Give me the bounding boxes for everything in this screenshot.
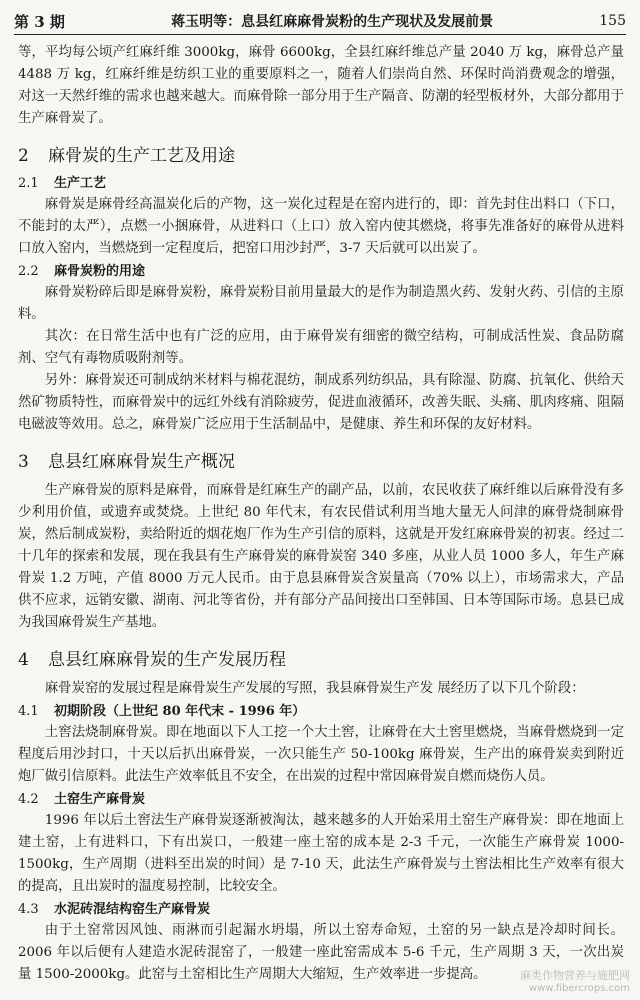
paragraph: 其次：在日常生活中也有广泛的应用，由于麻骨炭有细密的微空结构，可制成活性炭、食品防腐剂、空气有毒物质吸附剂等。 [18,329,624,366]
section-title: 麻骨炭的生产工艺及用途 [48,146,235,166]
issue-label: 第 3 期 [14,12,65,31]
section-4-heading [18,648,624,672]
subsection-number: 4.1 [18,704,39,719]
subsection-4-2-heading [18,790,624,810]
intro-paragraph: 等，平均每公顷产红麻纤维 3000kg，麻骨 6600kg，全县红麻纤维总产量 2040 万 kg，麻骨总产量 4488 万 kg，红麻纤维是纺织工业的重要原料之一，随着人们崇尚自然、环保时尚消费观念的增强，对这一天然纤维的需求也越来越大。而麻骨除一部分用于生产隔音、防潮的轻型板材外，大部分都用于生产麻骨炭了。 [18,45,624,126]
subsection-title: 生产工艺 [54,176,107,191]
paragraph: 另外：麻骨炭还可制成纳米材料与棉花混纺，制成系列纺织品，具有除湿、防腐、抗氧化、供给天然矿物质特性，而麻骨炭中的远红外线有消除疲劳，促进血液循环，改善失眠、头痛、肌肉疼痛、阻隔电磁波等效用。总之，麻骨炭广泛应用于生活制品中，是健康、养生和环保的友好材料。 [18,373,624,432]
section-number: 4 [18,650,29,670]
section-title: 息县红麻麻骨炭的生产发展历程 [48,650,286,670]
running-header [14,8,626,35]
paragraph: 生产麻骨炭的原料是麻骨，而麻骨是红麻生产的副产品，以前，农民收获了麻纤维以后麻骨没有多少利用价值，或遗弃或焚烧。上世纪 80 年代末，有农民借试利用当地大量无人问津的麻骨烧制麻骨炭，然后制成炭粉，卖给附近的烟花炮厂作为生产引信的原料，这就是开发红麻麻骨炭的初衷。经过二十几年的探索和发展，现在我县有生产麻骨炭的麻骨炭窑 340 多座，从业人员 1000 多人，年生产麻骨炭 1.2 万吨，产值 8000 万元人民币。由于息县麻骨炭含炭量高（70% 以上），市场需求大，产品供不应求，远销安徽、湖南、河北等省份，并有部分产品间接出口至韩国、日本等国际市场。息县已成为我国麻骨炭生产基地。 [18,483,624,630]
subsection-number: 2.2 [18,264,39,279]
subsection-4-1-heading [18,702,624,722]
paragraph: 麻骨炭粉碎后即是麻骨炭粉，麻骨炭粉目前用量最大的是作为制造黑火药、发射火药、引信的主原料。 [18,285,624,322]
paragraph: 1996 年以后土窖法生产麻骨炭逐渐被淘汰，越来越多的人开始采用土窑生产麻骨炭：即在地面上建土窑，上有进料口，下有出炭口，一般建一座土窑的成本是 2-3 千元，一次能生产麻骨炭 1000-1500kg，生产周期（进料至出炭的时间）是 7-10 天，此法生产麻骨炭与土窖法相比生产效率有很大的提高，且出炭时的温度易控制，比较安全。 [18,813,624,894]
section-number: 3 [18,452,29,472]
subsection-4-3-heading [18,900,624,920]
site-watermark [520,967,630,994]
page-number: 155 [599,13,626,29]
section-title: 息县红麻麻骨炭生产概况 [48,452,235,472]
section-2-heading [18,144,624,168]
subsection-number: 4.3 [18,902,39,917]
subsection-title: 土窑生产麻骨炭 [54,792,146,807]
paragraph: 土窖法烧制麻骨炭。即在地面以下人工挖一个大土窖，让麻骨在大土窖里燃烧，当麻骨燃烧到一定程度后用沙封口，十天以后扒出麻骨炭，一次只能生产 50-100kg 麻骨炭，生产出的麻骨炭卖到附近炮厂做引信原料。此法生产效率低且不安全，在出炭的过程中常因麻骨炭自燃而烧伤人员。 [18,725,624,784]
subsection-title: 水泥砖混结构窑生产麻骨炭 [54,902,211,917]
article-body [18,42,624,986]
running-title: 蒋玉明等：息县红麻麻骨炭粉的生产现状及发展前景 [171,14,494,30]
subsection-number: 4.2 [18,792,39,807]
watermark-name: 麻类作物营养与施肥网 [520,969,630,982]
subsection-2-1-heading [18,174,624,194]
paragraph: 麻骨炭窑的发展过程是麻骨炭生产发展的写照，我县麻骨炭生产发 展经历了以下几个阶段： [44,681,585,696]
section-3-heading [18,450,624,474]
subsection-title: 初期阶段（上世纪 80 年代末 - 1996 年） [54,704,306,719]
subsection-number: 2.1 [18,176,39,191]
subsection-2-2-heading [18,262,624,282]
watermark-url: www.fibercrops.com [528,983,630,994]
paragraph: 麻骨炭是麻骨经高温炭化后的产物，这一炭化过程是在窑内进行的，即：首先封住出料口（下口，不能封的太严），点燃一小捆麻骨，从进料口（上口）放入窑内使其燃烧，将事先准备好的麻骨从进料口放入窑内，当燃烧到一定程度后，把窑口用沙封严，3-7 天后就可以出炭了。 [18,197,624,256]
section-number: 2 [18,146,29,166]
paragraph: 由于土窑常因风蚀、雨淋而引起漏水坍塌，所以土窑寿命短，土窑的另一缺点是冷却时间长。2006 年以后便有人建造水泥砖混窑了，一般建一座此窑需成本 5-6 千元，生产周期 3 天，一次出炭量 1500-2000kg。此窑与土窑相比生产周期大大缩短，生产效率进一步提高。 [18,923,624,982]
subsection-title: 麻骨炭粉的用途 [54,264,146,279]
